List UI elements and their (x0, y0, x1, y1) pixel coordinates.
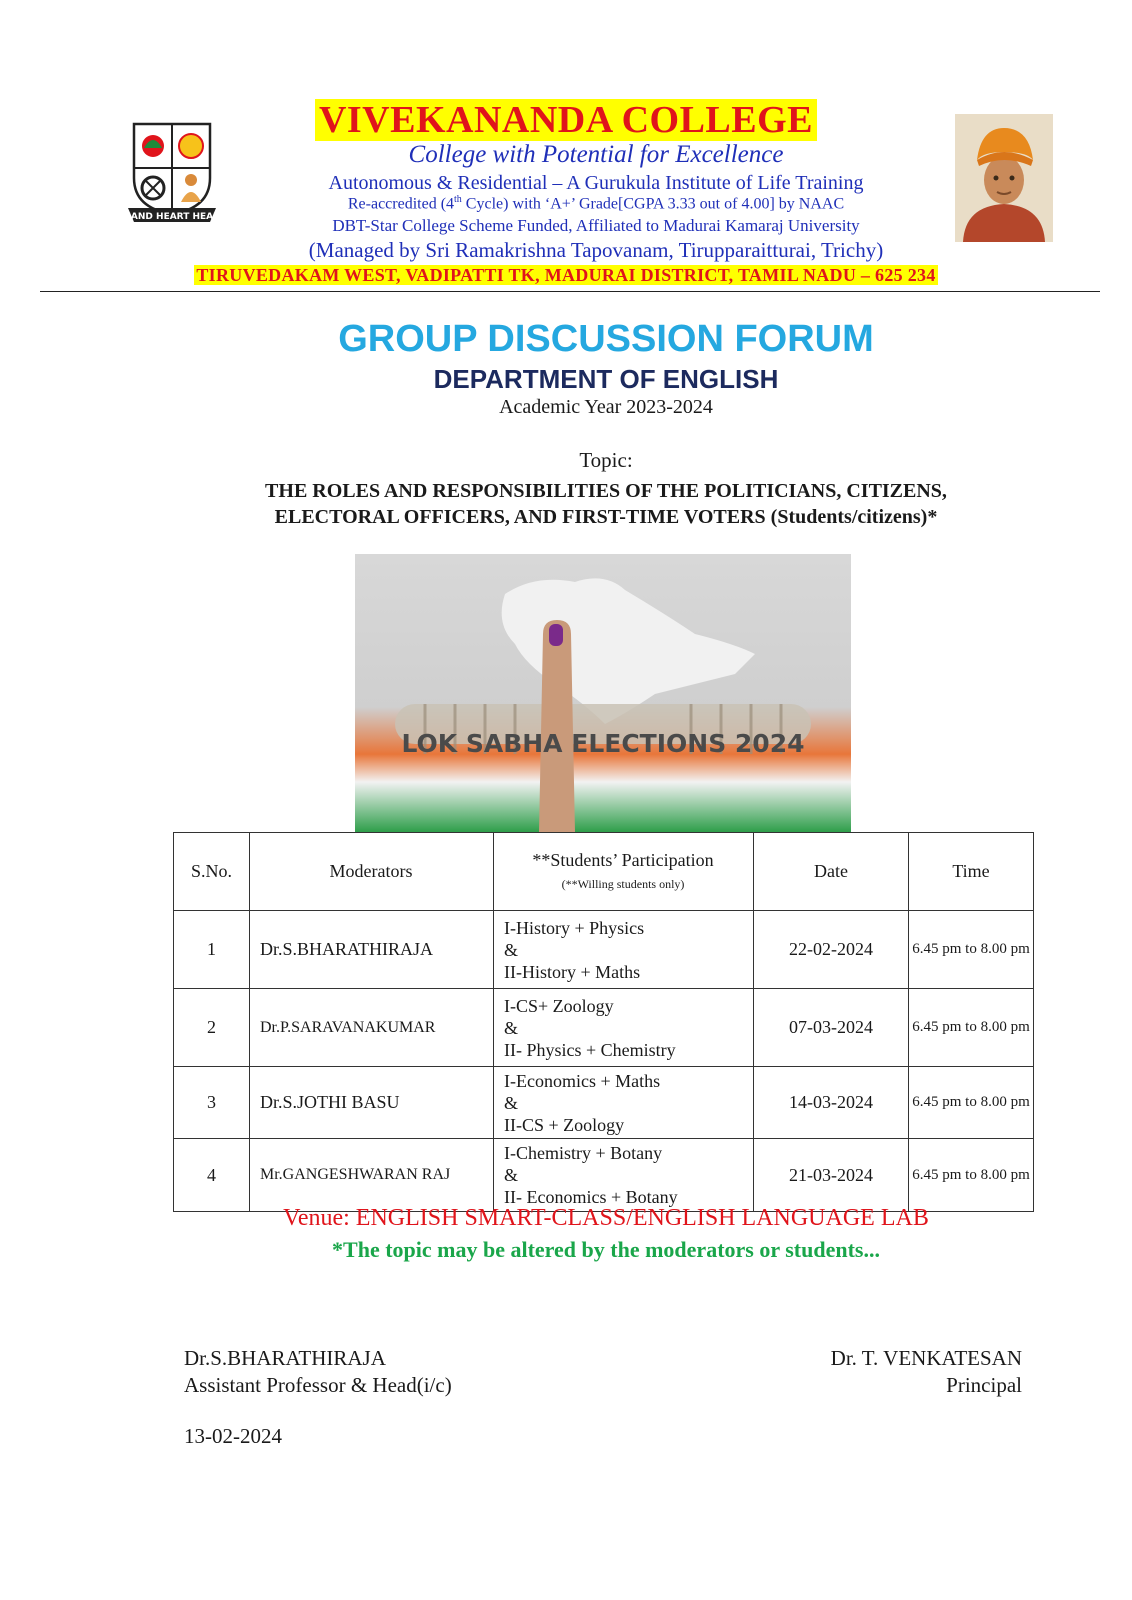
cell-time: 6.45 pm to 8.00 pm (909, 989, 1034, 1067)
header-sno: S.No. (174, 833, 250, 911)
affiliation-line: DBT-Star College Scheme Funded, Affiliated to Madurai Kamaraj University (332, 216, 860, 235)
header-divider (40, 291, 1100, 292)
topic-line-2: ELECTORAL OFFICERS, AND FIRST-TIME VOTERS (Students/citizens)* (274, 506, 938, 528)
department-name: DEPARTMENT OF ENGLISH (433, 364, 779, 394)
cell-moderator: Mr.GANGESHWARAN RAJ (250, 1139, 494, 1212)
college-emblem-logo (126, 118, 218, 228)
principal-title: Principal (946, 1373, 1022, 1397)
poster-caption: LOK SABHA ELECTIONS 2024 (401, 729, 805, 758)
cell-sno: 1 (174, 911, 250, 989)
issue-date: 13-02-2024 (184, 1424, 282, 1448)
college-tagline: College with Potential for Excellence (408, 141, 784, 168)
header-date: Date (754, 833, 909, 911)
cell-date: 22-02-2024 (754, 911, 909, 989)
election-poster-image (355, 554, 851, 832)
cell-sno: 4 (174, 1139, 250, 1212)
emblem-ribbon-text: HAND HEART HEAD (126, 212, 218, 222)
table-header-row (174, 833, 1034, 911)
table-row (174, 1067, 1034, 1139)
topic-text (40, 478, 1132, 530)
academic-year: Academic Year 2023-2024 (499, 396, 713, 418)
college-description: Autonomous & Residential – A Gurukula Institute of Life Training (328, 172, 864, 194)
cell-moderator: Dr.S.BHARATHIRAJA (250, 911, 494, 989)
hod-name: Dr.S.BHARATHIRAJA (184, 1346, 386, 1370)
cell-participation: I-CS+ Zoology & II- Physics + Chemistry (494, 989, 754, 1067)
table-row (174, 911, 1034, 989)
forum-title: GROUP DISCUSSION FORUM (338, 318, 874, 360)
header-time: Time (909, 833, 1034, 911)
accreditation-line: Re-accredited (4th Cycle) with ‘A+’ Grade[CGPA 3.33 out of 4.00] by NAAC (347, 194, 845, 213)
cell-sno: 3 (174, 1067, 250, 1139)
cell-moderator: Dr.S.JOTHI BASU (250, 1067, 494, 1139)
table-row (174, 1139, 1034, 1212)
cell-date: 14-03-2024 (754, 1067, 909, 1139)
cell-date: 07-03-2024 (754, 989, 909, 1067)
cell-sno: 2 (174, 989, 250, 1067)
header-participation (494, 833, 754, 911)
cell-participation: I-History + Physics & II-History + Maths (494, 911, 754, 989)
college-address: TIRUVEDAKAM WEST, VADIPATTI TK, MADURAI DISTRICT, TAMIL NADU – 625 234 (196, 265, 936, 285)
participation-note: (**Willing students only) (561, 876, 685, 891)
participation-label: **Students’ Participation (532, 849, 714, 870)
hod-title: Assistant Professor & Head(i/c) (184, 1373, 452, 1397)
cell-time: 6.45 pm to 8.00 pm (909, 1139, 1034, 1212)
venue-text: Venue: ENGLISH SMART-CLASS/ENGLISH LANGUAGE LAB (283, 1205, 929, 1231)
cell-participation: I-Economics + Maths & II-CS + Zoology (494, 1067, 754, 1139)
cell-time: 6.45 pm to 8.00 pm (909, 911, 1034, 989)
topic-line-1: THE ROLES AND RESPONSIBILITIES OF THE POLITICIANS, CITIZENS, (265, 480, 947, 502)
cell-moderator: Dr.P.SARAVANAKUMAR (250, 989, 494, 1067)
swami-vivekananda-portrait (955, 114, 1053, 242)
topic-label: Topic: (579, 448, 633, 472)
principal-name: Dr. T. VENKATESAN (830, 1346, 1022, 1370)
cell-participation: I-Chemistry + Botany & II- Economics + Botany (494, 1139, 754, 1212)
header-moderators: Moderators (250, 833, 494, 911)
cell-time: 6.45 pm to 8.00 pm (909, 1067, 1034, 1139)
schedule-table (173, 832, 1034, 1212)
college-name: VIVEKANANDA COLLEGE (0, 98, 1132, 142)
cell-date: 21-03-2024 (754, 1139, 909, 1212)
management-line: (Managed by Sri Ramakrishna Tapovanam, Tirupparaitturai, Trichy) (308, 238, 884, 262)
table-row (174, 989, 1034, 1067)
topic-note: *The topic may be altered by the moderators or students... (332, 1237, 880, 1262)
